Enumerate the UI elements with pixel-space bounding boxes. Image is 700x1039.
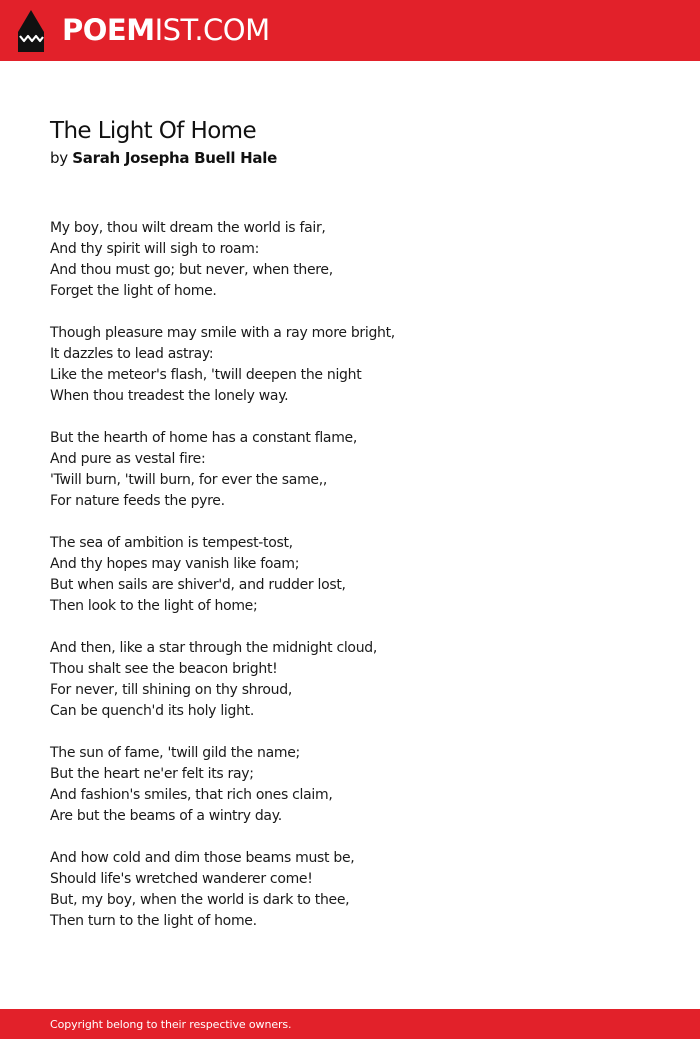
poem-line: Though pleasure may smile with a ray more bright, — [50, 325, 395, 341]
poem-line: Forget the light of home. — [50, 283, 217, 299]
poem-line: Should life's wretched wanderer come! — [50, 871, 313, 887]
poem-line: It dazzles to lead astray: — [50, 346, 214, 362]
page-title: The Light Of Home — [50, 118, 257, 144]
poem-line: Can be quench'd its holy light. — [50, 703, 254, 719]
poem-line: Then look to the light of home; — [50, 598, 258, 614]
poem-line: And thy spirit will sigh to roam: — [50, 241, 260, 257]
poem-line: For nature feeds the pyre. — [50, 493, 225, 509]
poem-line: And how cold and dim those beams must be, — [50, 850, 355, 866]
site-logo[interactable] — [62, 12, 270, 48]
poem-line: And thou must go; but never, when there, — [50, 262, 333, 278]
poem-line: For never, till shining on thy shroud, — [50, 682, 292, 698]
poem-line: But, my boy, when the world is dark to thee, — [50, 892, 350, 908]
poem-line: 'Twill burn, 'twill burn, for ever the same,, — [50, 472, 328, 488]
stanza — [50, 638, 650, 722]
site-footer — [0, 1009, 700, 1039]
poem-line: Are but the beams of a wintry day. — [50, 808, 282, 824]
poem-body — [50, 218, 650, 953]
poem-heading — [50, 116, 650, 169]
poem-line: And pure as vestal fire: — [50, 451, 206, 467]
stanza — [50, 428, 650, 512]
poem-line: And then, like a star through the midnight cloud, — [50, 640, 378, 656]
byline-prefix: by — [50, 149, 68, 167]
stanza — [50, 848, 650, 932]
stanza — [50, 323, 650, 407]
byline — [50, 147, 650, 169]
poem-line: But the heart ne'er felt its ray; — [50, 766, 254, 782]
copyright-notice: Copyright belong to their respective owners. — [50, 1018, 292, 1031]
poem-line: The sea of ambition is tempest-tost, — [50, 535, 293, 551]
author-name: Sarah Josepha Buell Hale — [72, 149, 277, 167]
poem-line: Thou shalt see the beacon bright! — [50, 661, 278, 677]
logo-light-text: IST.COM — [154, 13, 270, 47]
poem-line: But the hearth of home has a constant flame, — [50, 430, 357, 446]
poem-line: Then turn to the light of home. — [50, 913, 257, 929]
logo-bold-text: POEM — [62, 13, 155, 47]
poem-line: And thy hopes may vanish like foam; — [50, 556, 300, 572]
site-header — [0, 0, 700, 61]
stanza — [50, 218, 650, 302]
poem-line: When thou treadest the lonely way. — [50, 388, 289, 404]
poem-line: Like the meteor's flash, 'twill deepen the night — [50, 367, 362, 383]
stanza — [50, 533, 650, 617]
poem-line: The sun of fame, 'twill gild the name; — [50, 745, 300, 761]
pencil-tip-icon[interactable] — [18, 10, 44, 52]
poem-line: My boy, thou wilt dream the world is fair, — [50, 220, 326, 236]
poem-line: And fashion's smiles, that rich ones claim, — [50, 787, 333, 803]
stanza — [50, 743, 650, 827]
poem-line: But when sails are shiver'd, and rudder lost, — [50, 577, 346, 593]
